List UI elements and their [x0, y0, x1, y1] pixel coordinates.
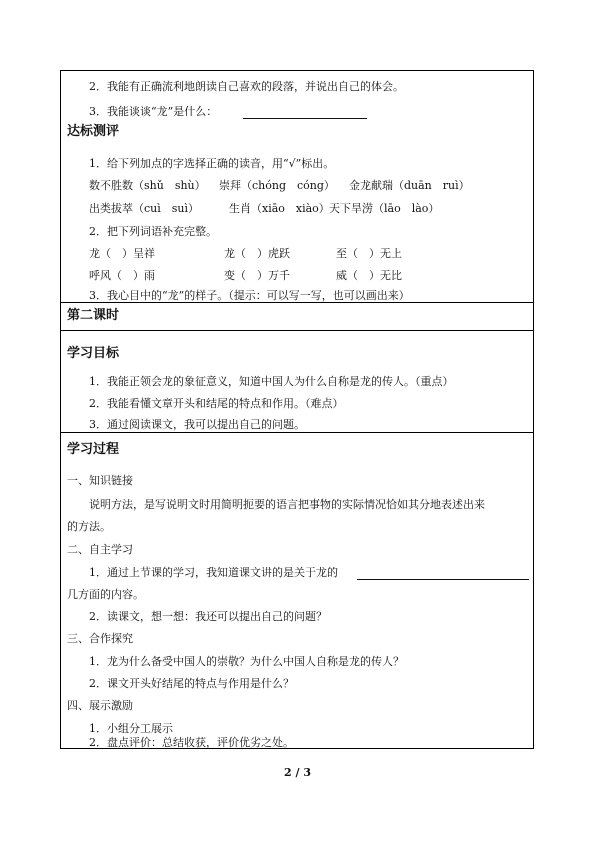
process-title: 学习过程: [67, 442, 120, 457]
section-heading: 三、合作探究: [67, 632, 133, 645]
showcase-item: 2．盘点评价：总结收获，评价优劣之处。: [89, 736, 294, 749]
lesson-title: 第二课时: [67, 308, 120, 323]
section-heading: 二、自主学习: [67, 543, 133, 556]
row-divider: [61, 432, 533, 433]
paragraph-text: 的方法。: [67, 520, 111, 533]
fill-word: 龙（ ）呈祥: [89, 247, 155, 260]
assessment-q1: 1．给下列加点的字选择正确的读音，用“√”标出。: [89, 157, 335, 170]
page-number: 2 / 3: [284, 766, 311, 779]
pinyin-choice: 崇拜（chóng cóng）: [219, 179, 335, 192]
objective-item: 2．我能看懂文章开头和结尾的特点和作用。（难点）: [89, 397, 344, 410]
goal-item-3: 3．我能谈谈“龙”是什么：: [89, 105, 218, 118]
worksheet-table: [60, 70, 534, 749]
row-divider: [61, 330, 533, 331]
objective-item: 1．我能正领会龙的象征意义，知道中国人为什么自称是龙的传人。（重点）: [89, 375, 454, 388]
goal-item-2: 2．我能有正确流利地朗读自己喜欢的段落，并说出自己的体会。: [89, 80, 404, 93]
section-heading: 四、展示激励: [67, 699, 133, 712]
assessment-q2: 2．把下列词语补充完整。: [89, 225, 217, 238]
fill-word: 龙（ ）虎跃: [224, 247, 290, 260]
objective-item: 3．通过阅读课文，我可以提出自己的问题。: [89, 418, 305, 431]
fill-word: 变（ ）万千: [224, 269, 290, 282]
pinyin-choice: 出类拔萃（cuì suì）: [89, 202, 200, 215]
fill-word: 威（ ）无比: [336, 269, 402, 282]
pinyin-choice: 数不胜数（shǔ shù）: [89, 179, 206, 192]
paragraph-text: 说明方法，是写说明文时用简明扼要的语言把事物的实际情况恰如其分地表述出来: [89, 498, 485, 511]
study-item-cont: 几方面的内容。: [67, 588, 144, 601]
assessment-q3: 3．我心目中的“龙”的样子。（提示：可以写一写，也可以画出来）: [89, 289, 410, 302]
objectives-title: 学习目标: [67, 346, 120, 361]
assessment-title: 达标测评: [67, 124, 120, 139]
pinyin-choice: 金龙献瑞（duān ruì）: [349, 179, 470, 192]
explore-item: 1．龙为什么备受中国人的崇敬？为什么中国人自称是龙的传人？: [89, 655, 404, 668]
showcase-item: 1．小组分工展示: [89, 722, 173, 735]
answer-blank: [243, 118, 367, 119]
fill-word: 至（ ）无上: [336, 247, 402, 260]
pinyin-choice: 生肖（xiāo xiào）: [229, 202, 330, 215]
explore-item: 2．课文开头好结尾的特点与作用是什么？: [89, 677, 294, 690]
fill-word: 呼风（ ）雨: [89, 269, 155, 282]
section-heading: 一、知识链接: [67, 474, 133, 487]
pinyin-choice: 天下旱涝（lāo lào）: [329, 202, 440, 215]
answer-blank: [357, 579, 529, 580]
study-item: 2．读课文，想一想：我还可以提出自己的问题？: [89, 610, 327, 623]
study-item: 1．通过上节课的学习，我知道课文讲的是关于龙的: [89, 566, 338, 579]
